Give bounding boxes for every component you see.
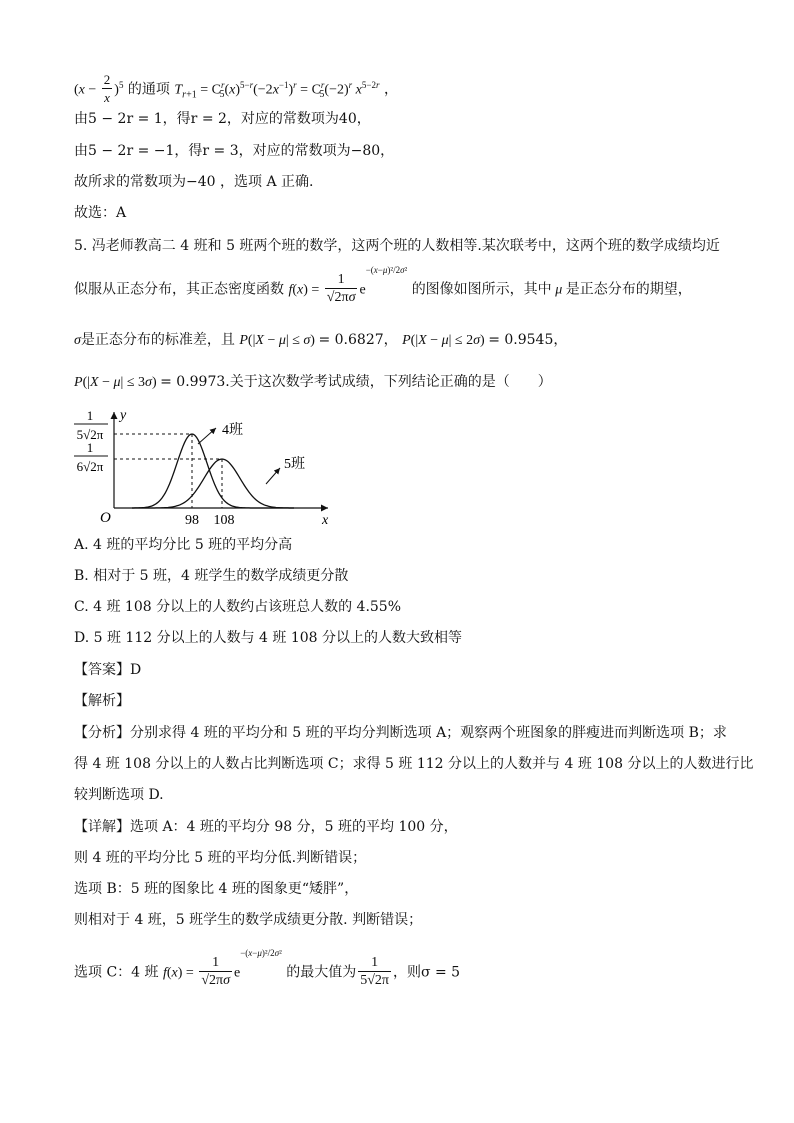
text-line: 故所求的常数项为−40 ，选项 A 正确. xyxy=(74,174,314,190)
option-b: B. 相对于 5 班，4 班学生的数学成绩更分散 xyxy=(74,568,349,584)
detail-line-4: 则相对于 4 班，5 班学生的数学成绩更分散. 判断错误； xyxy=(74,912,423,928)
y-tick-1 xyxy=(74,408,108,442)
curve-class-5 xyxy=(132,459,294,508)
detail-line-3: 选项 B：5 班的图象比 4 班的图象更“矮胖”， xyxy=(74,881,359,897)
analysis-heading: 【解析】 xyxy=(74,693,130,709)
detail-line-2: 则 4 班的平均分比 5 班的平均分低.判断错误； xyxy=(74,850,367,866)
fenxi-line-3: 较判断选项 D. xyxy=(74,787,164,803)
text-line: 由5 − 2r = 1，得r = 2，对应的常数项为40， xyxy=(74,111,371,127)
svg-text:1: 1 xyxy=(86,440,94,455)
series-label-5: 5班 xyxy=(284,457,305,472)
x-tick-98: 98 xyxy=(185,513,199,528)
detail-line-5: 选项 C：4 班 f(x) = $\frac{1}{√2\pi\sigma}$ e−(x−μ)²/2σ² 的最大值为 $\frac{1}{5√2\pi}$ ，则σ = 5 xyxy=(74,948,461,988)
x-axis-label: x xyxy=(322,513,329,528)
svg-text:1: 1 xyxy=(86,408,94,423)
svg-text:5√2π: 5√2π xyxy=(76,427,104,442)
density-function-line: 似服从正态分布，其正态密度函数 f(x) = $\frac{1}{√2\pi\sigma}$ e−(x−μ)²/2σ² 的图像如图所示，其中 μ 是正态分布的期望， xyxy=(74,265,692,305)
normal-density-chart xyxy=(70,404,340,528)
origin-label: O xyxy=(100,510,111,526)
answer-value: D xyxy=(130,662,142,678)
tongxiang-text: 的通项 xyxy=(127,81,170,98)
question-5-stem: 5. 冯老师教高二 4 班和 5 班两个班的数学，这两个班的人数相等.某次联考中，这两个班的数学成绩均近 xyxy=(74,238,720,254)
text-line: 故选：A xyxy=(74,205,127,221)
fenxi-line-1: 【分析】分别求得 4 班的平均分和 5 班的平均分判断选项 A；观察两个班图象的胖瘦进而判断选项 B；求 xyxy=(74,725,727,741)
option-d: D. 5 班 112 分以上的人数与 4 班 108 分以上的人数大致相等 xyxy=(74,630,463,646)
label-arrow-4 xyxy=(198,428,216,444)
sigma-probability-line: σ是正态分布的标准差，且 P(|X − μ| ≤ σ) = 0.6827， P(|X − μ| ≤ 2σ) = 0.9545， xyxy=(74,332,568,348)
answer-line xyxy=(74,660,141,680)
detail-line-1: 【详解】选项 A：4 班的平均分 98 分，5 班的平均 100 分， xyxy=(74,819,458,835)
series-label-4: 4班 xyxy=(222,423,243,438)
y-tick-2 xyxy=(74,440,108,474)
fenxi-line-2: 得 4 班 108 分以上的人数占比判断选项 C；求得 5 班 112 分以上的人数并与 4 班 108 分以上的人数进行比 xyxy=(74,756,754,772)
x-tick-108: 108 xyxy=(213,513,235,528)
three-sigma-line: P(|X − μ| ≤ 3σ) = 0.9973.关于这次数学考试成绩，下列结论正确的是（ ） xyxy=(74,374,552,390)
text-line: 由5 − 2r = −1，得r = 3，对应的常数项为−80， xyxy=(74,143,395,159)
label-arrow-5 xyxy=(266,468,280,484)
y-axis-label: y xyxy=(120,408,127,423)
option-c: C. 4 班 108 分以上的人数约占该班总人数的 4.55% xyxy=(74,599,402,615)
option-a: A. 4 班的平均分比 5 班的平均分高 xyxy=(74,537,293,553)
answer-tag: 【答案】 xyxy=(74,662,130,678)
binomial-term-line: (x − $\frac{2}{x}$ )$^5$ 的通项 $T_{r+1} = C^r_5(x)^{5-r}(-2x^{-1})^r = C^r_5(-2)^r$ $x^{5-2r}$ ， xyxy=(74,72,398,105)
curve-class-4 xyxy=(132,434,294,508)
svg-text:6√2π: 6√2π xyxy=(76,459,104,474)
